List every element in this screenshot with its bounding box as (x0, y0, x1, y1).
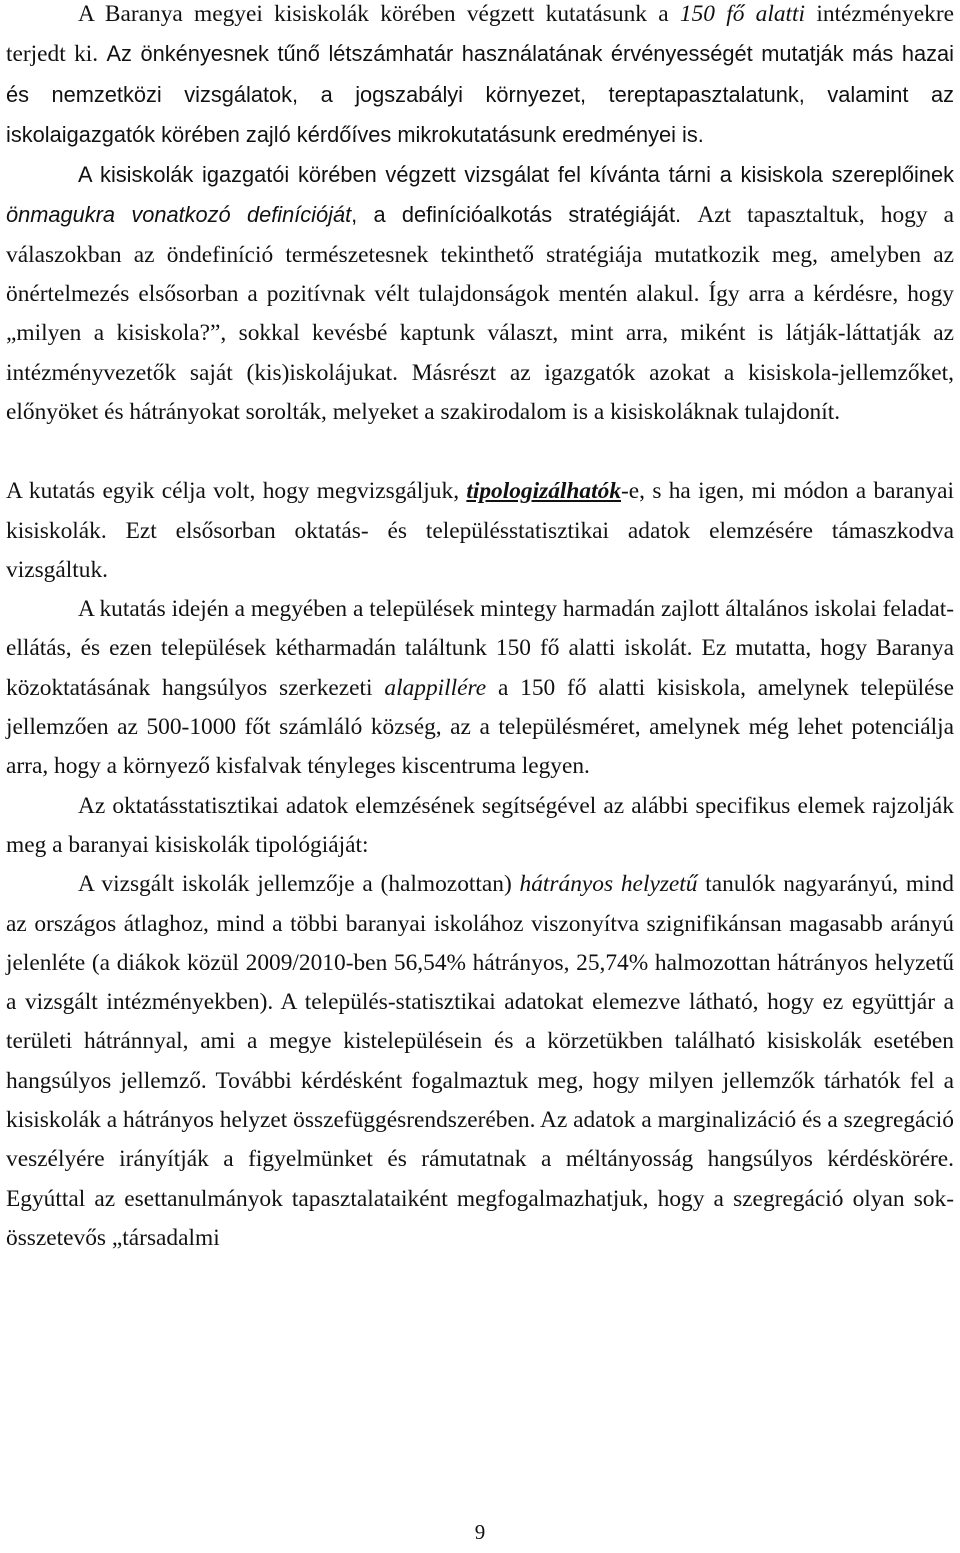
p2-sans-text-2: , a definícióalkotás stratégiáját. (351, 202, 698, 228)
p6-text-c: tanulók nagyarányú, mind az országos átlaghoz, mind a többi baranyai iskolához viszonyítva szignifikánsan magasabb arányú jelenléte (a diákok közül 2009/2010-ben 56,54% hátrányos, 25,74% halmozottan hátrányos helyzetű a vizsgált intézményekben). A település-statisztikai adatokat elemezve látható, hogy ez együttjár a területi hátránnyal, ami a megye kistelepülésein és a körzetükben található kisiskolák esetében hangsúlyos jellemző. További kérdésként fogalmaztuk meg, hogy milyen jellemzők tárhatók fel a kisiskolák a hátrányos helyzet összefüggésrendszerében. Az adatok a marginalizáció és a szegregáció veszélyére irányítják a figyelmünket és rámutatnak a méltányosság hangsúlyos kérdéskörére. Egyúttal az esettanulmányok tapasztalataiként megfogalmazhatjuk, hogy a szegregáció olyan sok-összetevős „társadalmi (6, 871, 955, 1251)
paragraph-5 (6, 787, 954, 866)
paragraph-4 (6, 590, 954, 786)
p1-text-c: intézményekre terjedt ki. (6, 1, 954, 68)
p3-emphasis: tipologizálhatók (466, 478, 622, 505)
p1-sans-text: Az önkényesnek tűnő létszámhatár használatának érvényességét mutatják más hazai és nemzetközi vizsgálatok, a jogszabályi környezet, tereptapasztalatunk, valamint az iskolaigazgatók körében zajló kérdőíves mikrokutatásunk eredményei is. (6, 41, 954, 147)
p1-text-a: A Baranya megyei kisiskolák körében végzett kutatásunk a (78, 1, 680, 27)
p3-text-c: -e, s ha igen, mi módon a baranyai kisiskolák. Ezt elsősorban oktatás- és településstatisztikai adatok elemzésére támaszkodva vizsgáltuk. (6, 478, 954, 583)
document-page (6, 0, 954, 1258)
p2-italic: önmagukra vonatkozó definícióját (6, 202, 352, 228)
p2-sans-text: A kisiskolák igazgatói körében végzett vizsgálat fel kívánta tárni a kisiskola szereplőinek (78, 162, 954, 188)
p1-italic: 150 fő alatti (679, 1, 806, 27)
p3-text-a: A kutatás egyik célja volt, hogy megvizsgáljuk, (6, 478, 467, 505)
paragraph-2 (6, 155, 954, 432)
p4-text-c: a 150 fő alatti kisiskola, amelynek települése jellemzően az 500-1000 főt számláló község, az a településméret, amelynek még lehet potenciálja arra, hogy a környező kisfalvak tényleges kiscentruma legyen. (6, 674, 954, 780)
p2-text-d: Azt tapasztaltuk, hogy a válaszokban az öndefiníció természetesnek tekinthető stratégiája mutatkozik meg, amelyben az önértelmezés elsősorban a pozitívnak vélt tulajdonságok mentén alakul. Így arra a kérdésre, hogy „milyen a kisiskola?”, sokkal kevésbé kaptunk választ, mint arra, miként is látják-láttatják az intézményvezetők saját (kis)iskolájukat. Másrészt az igazgatók azokat a kisiskola-jellemzőket, előnyöket és hátrányokat sorolták, melyeket a szakirodalom is a kisiskoláknak tulajdonít. (6, 202, 954, 425)
p5-text: Az oktatásstatisztikai adatok elemzésének segítségével az alábbi specifikus elemek rajzolják meg a baranyai kisiskolák tipológiáját: (6, 792, 954, 858)
p6-text-a: A vizsgált iskolák jellemzője a (halmozottan) (78, 871, 520, 898)
p6-italic: hátrányos helyzetű (519, 871, 698, 898)
p4-italic: alappillére (384, 674, 487, 701)
page-number: 9 (474, 1520, 486, 1544)
p4-text-a: A kutatás idején a megyében a települések mintegy harmadán zajlott általános iskolai feladat-ellátás, és ezen települések kétharmadán találtunk 150 fő alatti iskolát. Ez mutatta, hogy Baranya közoktatásának hangsúlyos szerkezeti (6, 596, 954, 701)
paragraph-6 (6, 865, 954, 1258)
paragraph-1 (6, 0, 954, 155)
paragraph-gap (6, 432, 954, 472)
paragraph-3 (6, 472, 954, 590)
